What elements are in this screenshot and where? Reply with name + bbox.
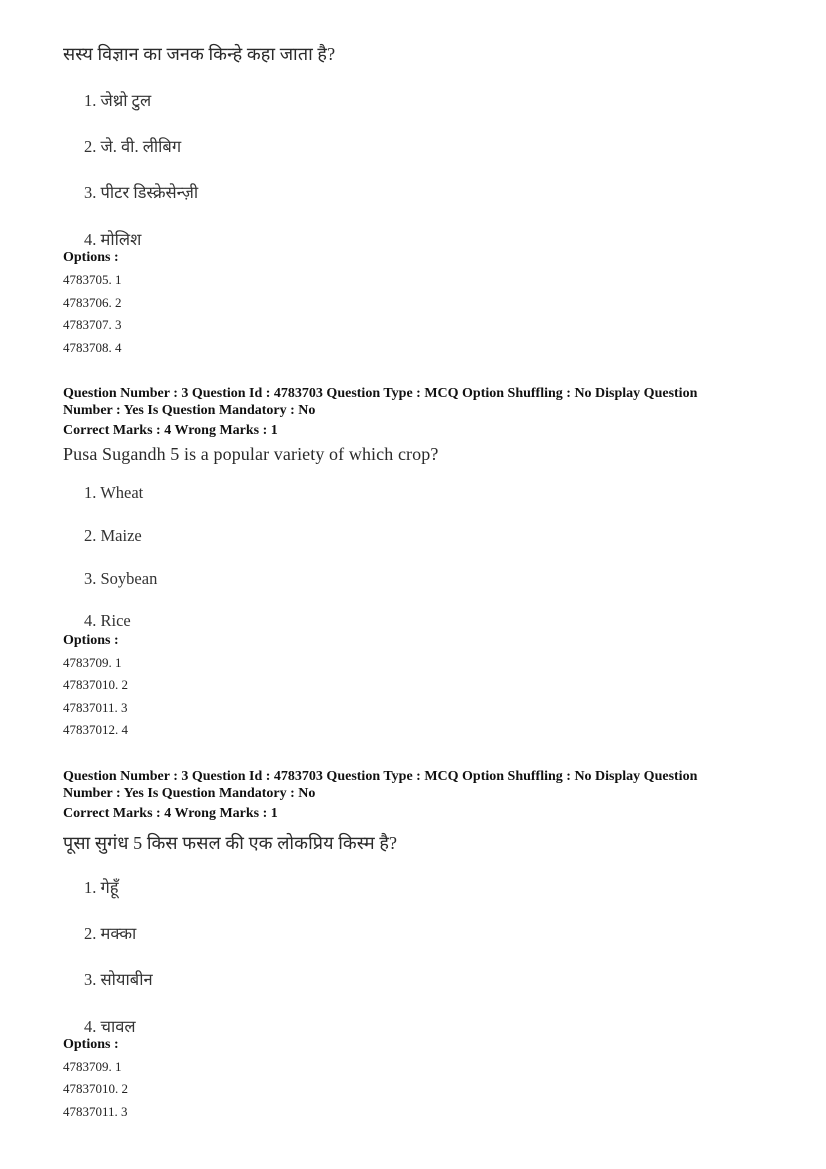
choice-2: 2. मक्का xyxy=(84,924,137,943)
choice-1: 1. जेथ्रो टुल xyxy=(84,91,152,110)
question-text: पूसा सुगंध 5 किस फसल की एक लोकप्रिय किस्म है? xyxy=(63,833,398,853)
marks-line: Correct Marks : 4 Wrong Marks : 1 xyxy=(63,423,278,438)
choice-2: 2. Maize xyxy=(84,526,142,545)
option-id: 47837011. 3 xyxy=(63,700,128,715)
question-text: सस्य विज्ञान का जनक किन्हे कहा जाता है? xyxy=(63,44,336,64)
question-header-cont: Number : Yes Is Question Mandatory : No xyxy=(63,403,316,418)
choice-3: 3. पीटर डिस्क्रेसेन्ज़ी xyxy=(84,183,199,202)
choice-3: 3. Soybean xyxy=(84,569,158,588)
option-id: 4783709. 1 xyxy=(63,1059,122,1074)
options-label: Options : xyxy=(63,633,119,648)
option-id: 4783708. 4 xyxy=(63,340,122,355)
choice-4: 4. मोलिश xyxy=(84,230,142,249)
option-id: 4783705. 1 xyxy=(63,272,122,287)
option-id: 47837011. 3 xyxy=(63,1104,128,1119)
choice-4: 4. चावल xyxy=(84,1017,136,1036)
option-id: 4783707. 3 xyxy=(63,317,122,332)
options-label: Options : xyxy=(63,250,119,265)
choice-3: 3. सोयाबीन xyxy=(84,970,153,989)
question-header: Question Number : 3 Question Id : 4783703 Question Type : MCQ Option Shuffling : No Display Question xyxy=(63,386,698,401)
option-id: 4783706. 2 xyxy=(63,295,122,310)
option-id: 47837010. 2 xyxy=(63,1081,128,1096)
question-header: Question Number : 3 Question Id : 4783703 Question Type : MCQ Option Shuffling : No Display Question xyxy=(63,769,698,784)
choice-1: 1. Wheat xyxy=(84,483,144,502)
question-text: Pusa Sugandh 5 is a popular variety of which crop? xyxy=(63,444,439,464)
option-id: 4783709. 1 xyxy=(63,655,122,670)
option-id: 47837012. 4 xyxy=(63,722,128,737)
options-label: Options : xyxy=(63,1037,119,1052)
choice-4: 4. Rice xyxy=(84,611,131,630)
choice-2: 2. जे. वी. लीबिग xyxy=(84,137,182,156)
choice-1: 1. गेहूँ xyxy=(84,878,119,897)
marks-line: Correct Marks : 4 Wrong Marks : 1 xyxy=(63,806,278,821)
question-header-cont: Number : Yes Is Question Mandatory : No xyxy=(63,786,316,801)
option-id: 47837010. 2 xyxy=(63,677,128,692)
